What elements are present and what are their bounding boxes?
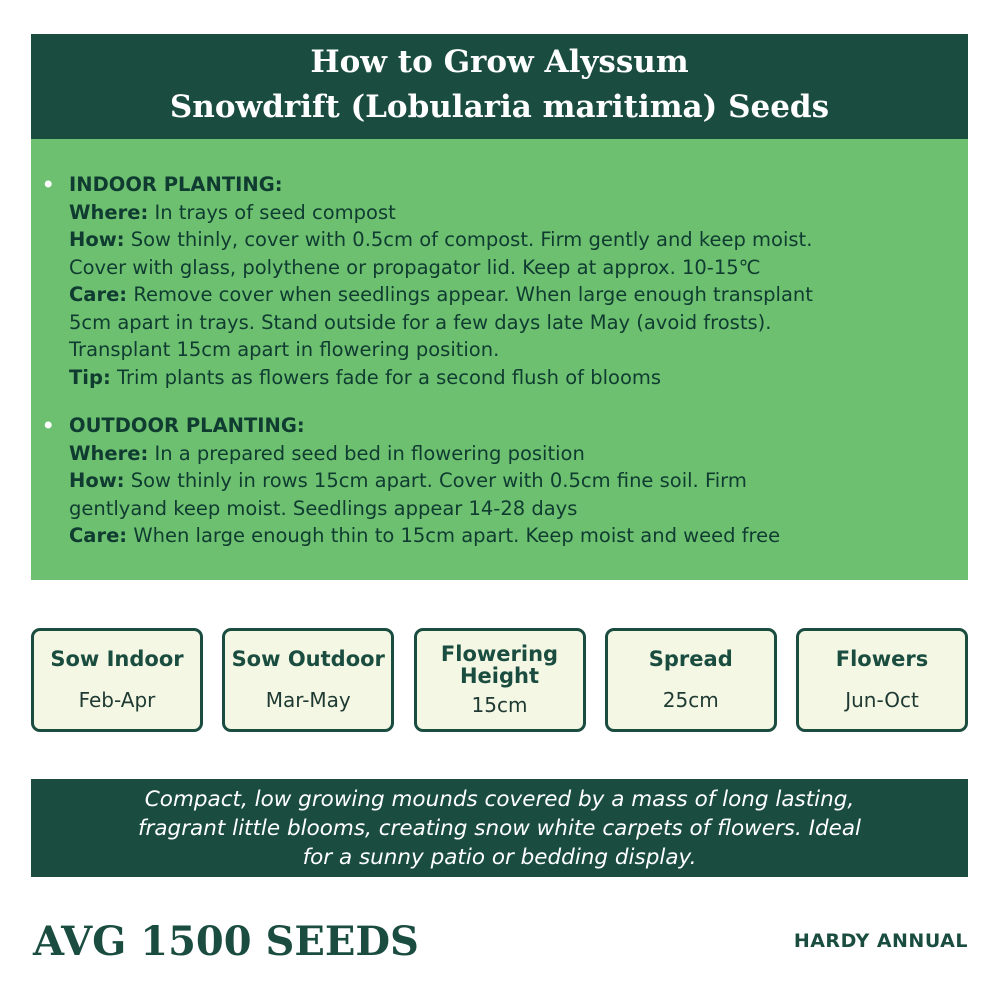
indoor-care-line-2: 5cm apart in trays. Stand outside for a few days late May (avoid frosts). [69,310,772,334]
stat-label-line-1: Flowering [440,642,559,666]
indoor-how-line-2: Cover with glass, polythene or propagator lid. Keep at approx. 10-15℃ [69,255,761,279]
indoor-planting-section [42,171,946,391]
indoor-how-line-1 [69,226,946,254]
how-text: Sow thinly, cover with 0.5cm of compost. Firm gently and keep moist. [130,228,813,251]
tip-text: Trim plants as flowers fade for a second flush of blooms [116,365,662,389]
stat-value: Feb-Apr [78,688,156,712]
outdoor-planting-section [42,412,946,550]
how-text: Sow thinly in rows 15cm apart. Cover with 0.5cm fine soil. Firm [130,469,747,492]
indoor-care-line-1 [69,281,946,309]
bullet-icon: • [42,173,55,196]
care-text: Remove cover when seedlings appear. When large enough transplant [133,283,813,306]
seed-count: AVG 1500 SEEDS [33,918,419,965]
stat-sow-outdoor [222,628,394,732]
stat-value: 15cm [471,693,528,717]
plant-type: HARDY ANNUAL [793,930,968,952]
indoor-heading: INDOOR PLANTING: [69,173,283,196]
outdoor-heading: OUTDOOR PLANTING: [69,414,305,437]
outdoor-how-line-1 [69,467,946,495]
how-label: How: [69,469,125,492]
stat-value: 25cm [662,688,719,712]
indoor-care-line-3: Transplant 15cm apart in flowering position. [69,338,500,361]
stat-flowers [796,628,968,732]
stat-spread [605,628,777,732]
tip-label: Tip: [69,365,111,389]
description-line-3: for a sunny patio or bedding display. [302,845,697,870]
stat-value: Mar-May [265,688,351,712]
stat-value: Jun-Oct [845,688,919,712]
description-line-1: Compact, low growing mounds covered by a mass of long lasting, [144,787,855,812]
care-label: Care: [69,283,128,306]
where-label: Where: [69,441,149,465]
title-banner [31,34,968,139]
bullet-icon: • [42,414,55,437]
care-text: When large enough thin to 15cm apart. Keep moist and weed free [133,524,781,547]
stat-sow-indoor [31,628,203,732]
where-text: In a prepared seed bed in flowering position [154,441,585,465]
indoor-tip [69,364,946,392]
title-line-1: How to Grow Alyssum [310,44,689,80]
stat-label: Flowers [835,647,929,671]
outdoor-how-line-2: gentlyand keep moist. Seedlings appear 14-28 days [69,496,578,520]
stat-label: Sow Indoor [50,647,184,671]
planting-instructions [31,139,968,580]
where-label: Where: [69,200,149,224]
indoor-where [69,199,946,227]
stat-label: Sow Outdoor [231,647,385,671]
care-label: Care: [69,524,128,547]
description-line-2: fragrant little blooms, creating snow white carpets of flowers. Ideal [137,816,862,841]
where-text: In trays of seed compost [154,200,396,224]
how-label: How: [69,228,125,251]
outdoor-where [69,440,946,468]
outdoor-care [69,522,946,550]
growing-stats [31,628,968,732]
stat-flowering-height [414,628,586,732]
title-line-2: Snowdrift (Lobularia maritima) Seeds [169,89,830,125]
stat-label-line-2: Height [459,664,540,688]
stat-label: Spread [648,647,733,671]
description-banner [31,779,968,877]
